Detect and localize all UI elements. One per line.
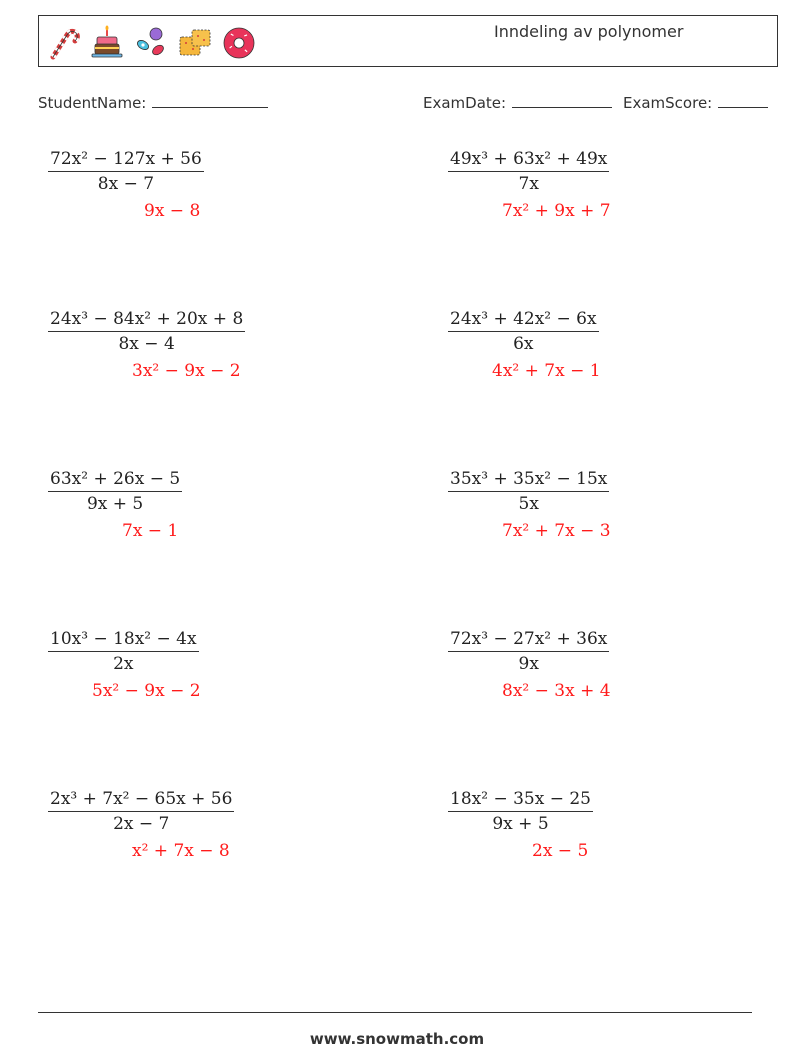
numerator: 35x³ + 35x² − 15x bbox=[450, 469, 608, 489]
fraction-bar bbox=[48, 651, 199, 652]
denominator: 6x bbox=[513, 334, 534, 354]
fraction-bar bbox=[448, 811, 593, 812]
denominator: 9x + 5 bbox=[86, 494, 144, 514]
cookie-icon bbox=[177, 25, 213, 61]
fraction bbox=[48, 789, 234, 834]
exam-score-label: ExamScore: bbox=[623, 94, 713, 112]
fraction-bar bbox=[448, 171, 609, 172]
denominator: 9x bbox=[518, 654, 539, 674]
fraction bbox=[448, 149, 609, 194]
footer-website: www.snowmath.com bbox=[309, 1030, 485, 1048]
numerator: 2x³ + 7x² − 65x + 56 bbox=[50, 789, 233, 809]
donut-icon bbox=[221, 25, 257, 61]
denominator: 8x − 4 bbox=[118, 334, 175, 354]
page-title: Inndeling av polynomer bbox=[494, 22, 684, 41]
fraction bbox=[448, 309, 599, 354]
footer-divider bbox=[38, 1012, 752, 1013]
answer: 8x² − 3x + 4 bbox=[502, 681, 611, 701]
denominator: 2x bbox=[113, 654, 134, 674]
exam-date-blank[interactable] bbox=[512, 93, 612, 108]
denominator: 5x bbox=[518, 494, 539, 514]
answer: 7x − 1 bbox=[122, 521, 179, 541]
fraction bbox=[48, 309, 245, 354]
denominator: 8x − 7 bbox=[97, 174, 155, 194]
fraction bbox=[48, 629, 199, 674]
numerator: 24x³ − 84x² + 20x + 8 bbox=[50, 309, 244, 329]
fraction bbox=[48, 149, 204, 194]
answer: 4x² + 7x − 1 bbox=[492, 361, 601, 381]
exam-date-label: ExamDate: bbox=[423, 94, 507, 112]
exam-date-field[interactable] bbox=[423, 93, 612, 112]
student-name-blank[interactable] bbox=[152, 93, 268, 108]
denominator: 9x + 5 bbox=[492, 814, 549, 834]
candy-cane-icon bbox=[45, 25, 81, 61]
answer: 3x² − 9x − 2 bbox=[132, 361, 241, 381]
candies-icon bbox=[133, 25, 169, 61]
fraction bbox=[448, 469, 609, 514]
birthday-cake-icon bbox=[89, 25, 125, 61]
fraction bbox=[448, 789, 593, 834]
answer: 7x² + 9x + 7 bbox=[502, 201, 611, 221]
fraction-bar bbox=[48, 171, 204, 172]
numerator: 72x³ − 27x² + 36x bbox=[450, 629, 608, 649]
answer: 2x − 5 bbox=[532, 841, 589, 861]
fraction-bar bbox=[48, 491, 182, 492]
numerator: 49x³ + 63x² + 49x bbox=[450, 149, 608, 169]
fraction-bar bbox=[448, 491, 609, 492]
fraction-bar bbox=[448, 331, 599, 332]
student-name-label: StudentName: bbox=[38, 94, 147, 112]
student-name-field[interactable] bbox=[38, 93, 268, 112]
numerator: 18x² − 35x − 25 bbox=[450, 789, 591, 809]
answer: 7x² + 7x − 3 bbox=[502, 521, 611, 541]
numerator: 63x² + 26x − 5 bbox=[50, 469, 181, 489]
numerator: 72x² − 127x + 56 bbox=[50, 149, 202, 169]
answer: 5x² − 9x − 2 bbox=[92, 681, 201, 701]
fraction-bar bbox=[448, 651, 609, 652]
answer: 9x − 8 bbox=[144, 201, 201, 221]
fraction bbox=[48, 469, 182, 514]
fraction-bar bbox=[48, 331, 245, 332]
exam-score-blank[interactable] bbox=[718, 93, 768, 108]
numerator: 10x³ − 18x² − 4x bbox=[50, 629, 197, 649]
denominator: 7x bbox=[518, 174, 539, 194]
numerator: 24x³ + 42x² − 6x bbox=[450, 309, 597, 329]
fraction bbox=[448, 629, 609, 674]
fraction-bar bbox=[48, 811, 234, 812]
answer: x² + 7x − 8 bbox=[132, 841, 230, 861]
exam-score-field[interactable] bbox=[623, 93, 768, 112]
denominator: 2x − 7 bbox=[113, 814, 170, 834]
